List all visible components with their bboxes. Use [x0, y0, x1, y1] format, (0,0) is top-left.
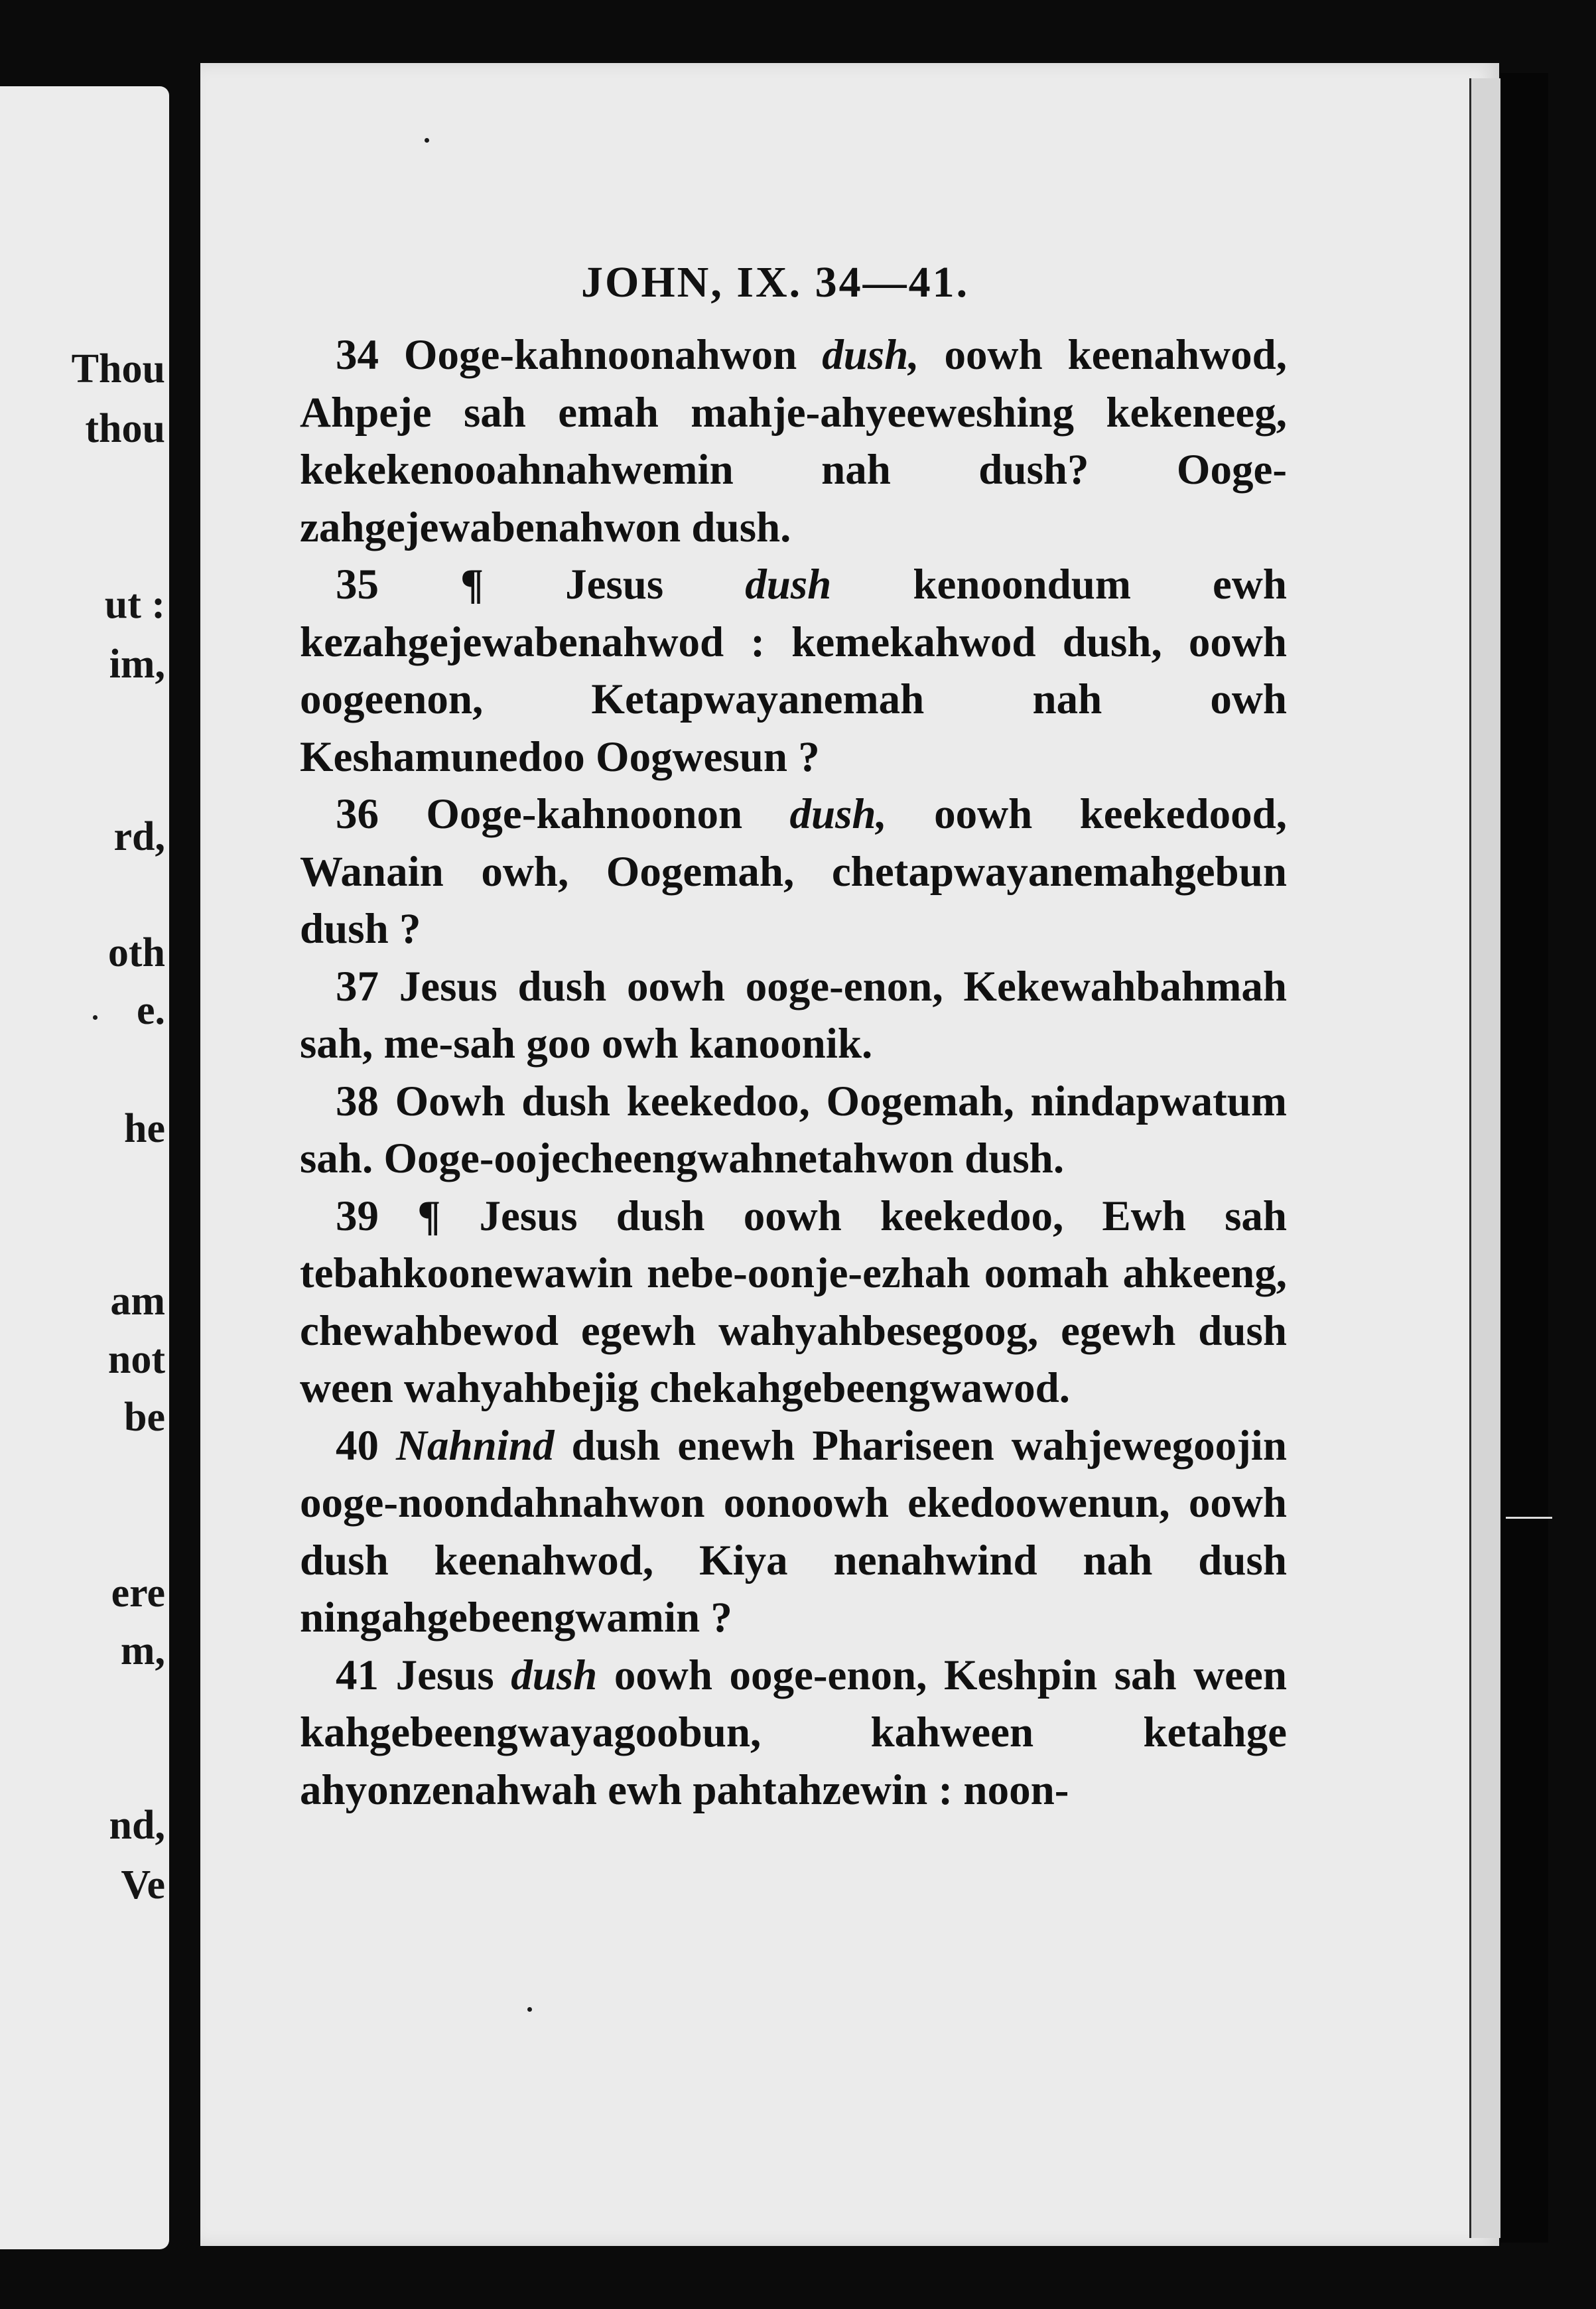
verse-text: Oowh dush keekedoo, Oogemah, nindapwatum sah. Ooge-oojecheengwahnetahwon dush. [300, 1077, 1288, 1182]
verse-text: Jesus [395, 1651, 511, 1699]
verse-italic: Nahnind [396, 1421, 555, 1470]
left-fragment: Thou [71, 346, 165, 391]
page-edge [1469, 78, 1502, 2238]
verse-number: 34 [336, 331, 379, 379]
left-fragment: not [107, 1337, 165, 1382]
left-fragment: im, [109, 642, 165, 687]
verse-text: Ooge-kahnoonon [426, 790, 790, 838]
left-fragment: thou [85, 406, 165, 451]
verse-italic: dush, [789, 790, 887, 838]
verse-text: ¶ Jesus dush oowh keekedoo, Ewh sah tebahkoonewawin nebe-oonje-ezhah oomah ahkeeng, chewahbewod egewh wahyahbesegoog, egewh dush ween wahyahbejig chekahgebeengwawod. [300, 1192, 1288, 1412]
verse-34 [300, 326, 1287, 556]
verse-text: ¶ Jesus [460, 561, 746, 608]
left-fragment: oth [107, 930, 165, 975]
verse-italic: dush [511, 1651, 598, 1699]
verse-number: 39 [336, 1192, 379, 1240]
verse-number: 35 [336, 561, 379, 608]
verse-39 [300, 1188, 1287, 1417]
speck [93, 1015, 98, 1020]
left-fragment: ut : [104, 582, 165, 627]
running-header: JOHN, IX. 34—41. [581, 258, 970, 307]
left-fragment: m, [120, 1628, 165, 1673]
verse-number: 41 [336, 1651, 379, 1699]
verse-text: dush enewh Phariseen wahjewegoojin ooge-noondahnahwon oonoowh ekedoowenun, oowh dush keenahwod, Kiya nenahwind nah dush ningahgebeengwamin ? [300, 1421, 1288, 1642]
left-fragment: Ve [121, 1862, 165, 1908]
left-page-edge [0, 86, 169, 2249]
verse-text: Jesus dush oowh ooge-enon, Kekewahbahmah sah, me-sah goo owh kanoonik. [300, 962, 1287, 1068]
scan-border [1500, 73, 1548, 2243]
verse-35 [300, 556, 1287, 786]
page-text [300, 326, 1287, 1819]
speck [425, 138, 429, 143]
verse-text: oowh keenahwod, Ahpeje sah emah mahje-ahyeeweshing kekeneeg, kekekenooahnahwemin nah dush? Ooge-zahgejewabenahwon dush. [300, 331, 1287, 551]
verse-number: 38 [336, 1077, 379, 1125]
left-fragment: rd, [113, 814, 165, 859]
left-fragment: nd, [109, 1803, 165, 1848]
verse-text: Ooge-kahnoonahwon [403, 331, 823, 379]
verse-36 [300, 786, 1287, 958]
verse-41 [300, 1647, 1287, 1819]
verse-number: 36 [336, 790, 379, 838]
verse-text: oowh ooge-enon, Keshpin sah ween kahgebeengwayagoobun, kahween ketahge ahyonzenahwah ewh pahtahzewin : noon- [300, 1651, 1288, 1814]
verse-40 [300, 1417, 1287, 1647]
verse-text: oowh keekedood, Wanain owh, Oogemah, chetapwayanemahgebun dush ? [300, 790, 1287, 953]
left-fragment: he [124, 1106, 165, 1151]
verse-number: 40 [336, 1421, 379, 1470]
scan-mark [1506, 1517, 1552, 1519]
speck [527, 2007, 532, 2012]
verse-text: kenoondum ewh kezahgejewabenahwod : kemekahwod dush, oowh oogeenon, Ketapwayanemah nah owh Keshamunedoo Oogwesun ? [300, 561, 1287, 781]
verse-37 [300, 958, 1287, 1073]
left-fragment: be [124, 1395, 165, 1440]
left-fragment: am [110, 1279, 165, 1324]
verse-number: 37 [336, 962, 379, 1011]
left-fragment: e. [136, 988, 165, 1033]
verse-38 [300, 1073, 1287, 1188]
verse-italic: dush [745, 561, 832, 608]
left-fragment: ere [111, 1571, 165, 1616]
verse-italic: dush, [822, 331, 919, 379]
